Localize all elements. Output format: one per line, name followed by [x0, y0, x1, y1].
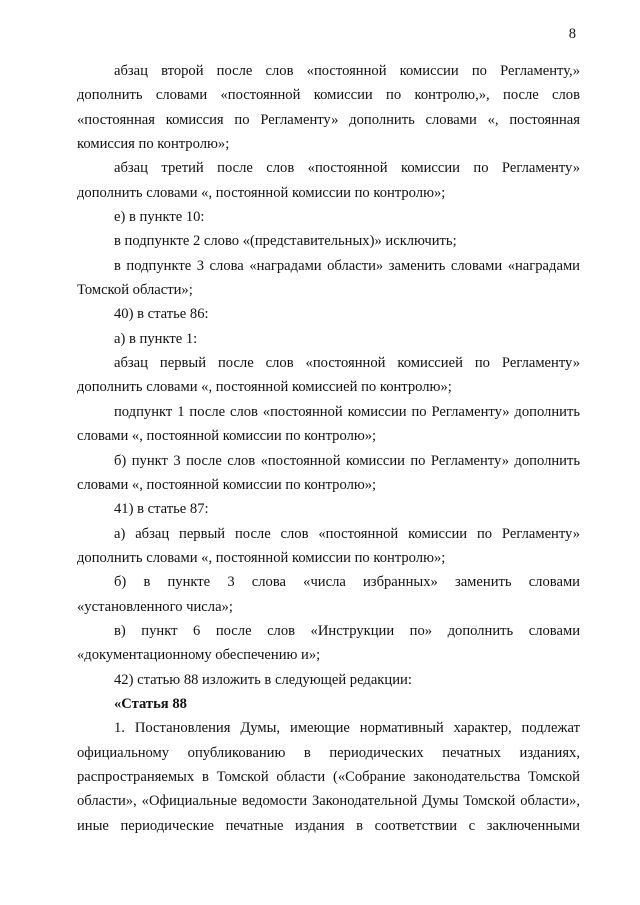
paragraph: б) пункт 3 после слов «постоянной комиссии по Регламенту» дополнить словами «, постоянной комиссии по контролю»;: [77, 452, 580, 493]
document-body: [77, 59, 580, 838]
paragraph: а) абзац первый после слов «постоянной комиссии по Регламенту» дополнить словами «, постоянной комиссии по контролю»;: [77, 525, 580, 566]
paragraph: е) в пункте 10:: [114, 209, 205, 226]
paragraph: 1. Постановления Думы, имеющие нормативный характер, подлежат официальному опубликованию в периодических печатных изданиях, распространяемых в Томской области («Собрание законодательства Томской области», «Официальные ведомости Законодательной Думы Томской области», иные периодические печатные издания в соответствии с заключенными: [77, 720, 580, 834]
paragraph: абзац первый после слов «постоянной комиссией по Регламенту» дополнить словами «, постоянной комиссией по контролю»;: [77, 355, 580, 396]
paragraph: 41) в статье 87:: [114, 501, 209, 518]
page-number: 8: [568, 26, 576, 42]
paragraph: абзац второй после слов «постоянной комиссии по Регламенту,» дополнить словами «постоянной комиссии по контролю,», после слов «постоянная комиссия по Регламенту» дополнить словами «, постоянная комиссия по контролю»;: [77, 63, 580, 153]
paragraph: подпункт 1 после слов «постоянной комиссии по Регламенту» дополнить словами «, постоянной комиссии по контролю»;: [77, 403, 580, 445]
paragraph: в подпункте 2 слово «(представительных)» исключить;: [114, 233, 457, 250]
paragraph: б) в пункте 3 слова «числа избранных» заменить словами «установленного числа»;: [77, 574, 580, 615]
paragraph: в подпункте 3 слова «наградами области» заменить словами «наградами Томской области»;: [77, 257, 580, 299]
paragraph: а) в пункте 1:: [114, 330, 198, 347]
paragraph: 42) статью 88 изложить в следующей редакции:: [114, 671, 412, 688]
paragraph: 40) в статье 86:: [114, 306, 209, 323]
article-heading: «Статья 88: [114, 695, 187, 712]
paragraph: абзац третий после слов «постоянной комиссии по Регламенту» дополнить словами «, постоянной комиссии по контролю»;: [77, 160, 580, 201]
paragraph: в) пункт 6 после слов «Инструкции по» дополнить словами «документационному обеспечению и»;: [77, 622, 580, 664]
